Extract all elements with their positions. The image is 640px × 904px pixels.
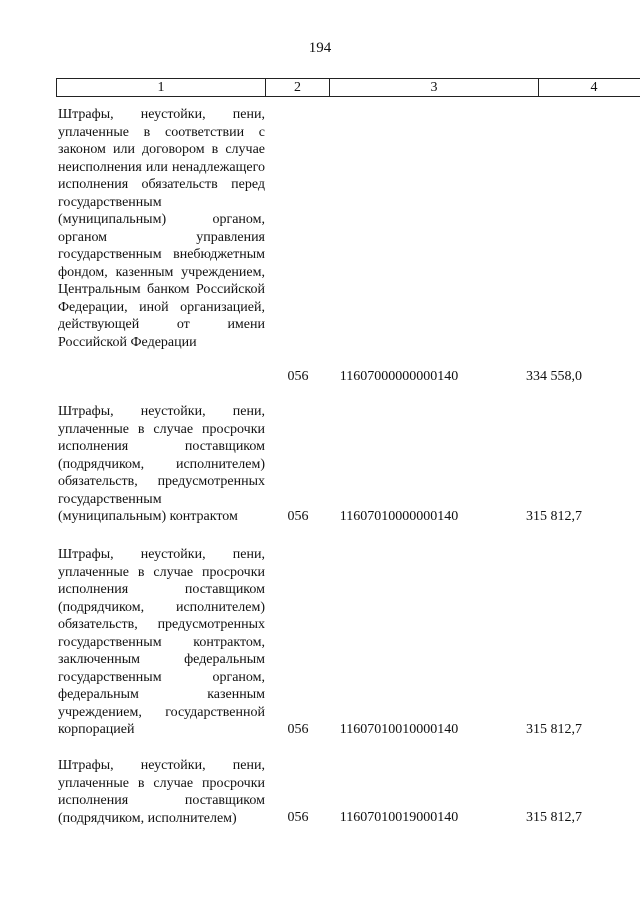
table-row (58, 757, 584, 829)
row-name: Штрафы, неустойки, пени, уплаченные в случае просрочки исполнения поставщиком (подрядчиком, исполнителем) (58, 758, 265, 826)
table-row (58, 546, 584, 738)
row-amount: 334 558,0 (526, 369, 582, 384)
column-header-3: 3 (330, 79, 539, 97)
table-header (56, 78, 640, 97)
page-number: 194 (308, 40, 332, 56)
table-row (58, 106, 584, 386)
row-amount: 315 812,7 (526, 810, 582, 825)
row-admin-code: 056 (287, 722, 309, 737)
row-budget-code: 11607010019000140 (339, 810, 459, 825)
row-budget-code: 11607010010000140 (339, 722, 459, 737)
column-header-1: 1 (57, 79, 266, 97)
row-name: Штрафы, неустойки, пени, уплаченные в соответствии с законом или договором в случае неисполнения или ненадлежащего исполнения обязательств перед государственным (муниципальным) органом, органом управления государственным внебюджетным фондом, казенным учреждением, Центральным банком Российской Федерации, иной организацией, действующей от имени Российской Федерации (58, 107, 265, 350)
row-admin-code: 056 (287, 810, 309, 825)
row-budget-code: 11607010000000140 (339, 509, 459, 524)
row-name: Штрафы, неустойки, пени, уплаченные в случае просрочки исполнения поставщиком (подрядчиком, исполнителем) обязательств, предусмотренных государственным (муниципальным) контрактом (58, 404, 265, 524)
column-header-4: 4 (539, 79, 640, 97)
row-budget-code: 11607000000000140 (339, 369, 459, 384)
column-header-2: 2 (266, 79, 330, 97)
row-amount: 315 812,7 (526, 509, 582, 524)
row-name: Штрафы, неустойки, пени, уплаченные в случае просрочки исполнения поставщиком (подрядчиком, исполнителем) обязательств, предусмотренных государственным контрактом, заключенным федеральным государственным органом, федеральным казенным учреждением, государственной корпорацией (58, 547, 265, 737)
row-admin-code: 056 (287, 509, 309, 524)
table-row (58, 403, 584, 527)
row-amount: 315 812,7 (526, 722, 582, 737)
row-admin-code: 056 (287, 369, 309, 384)
